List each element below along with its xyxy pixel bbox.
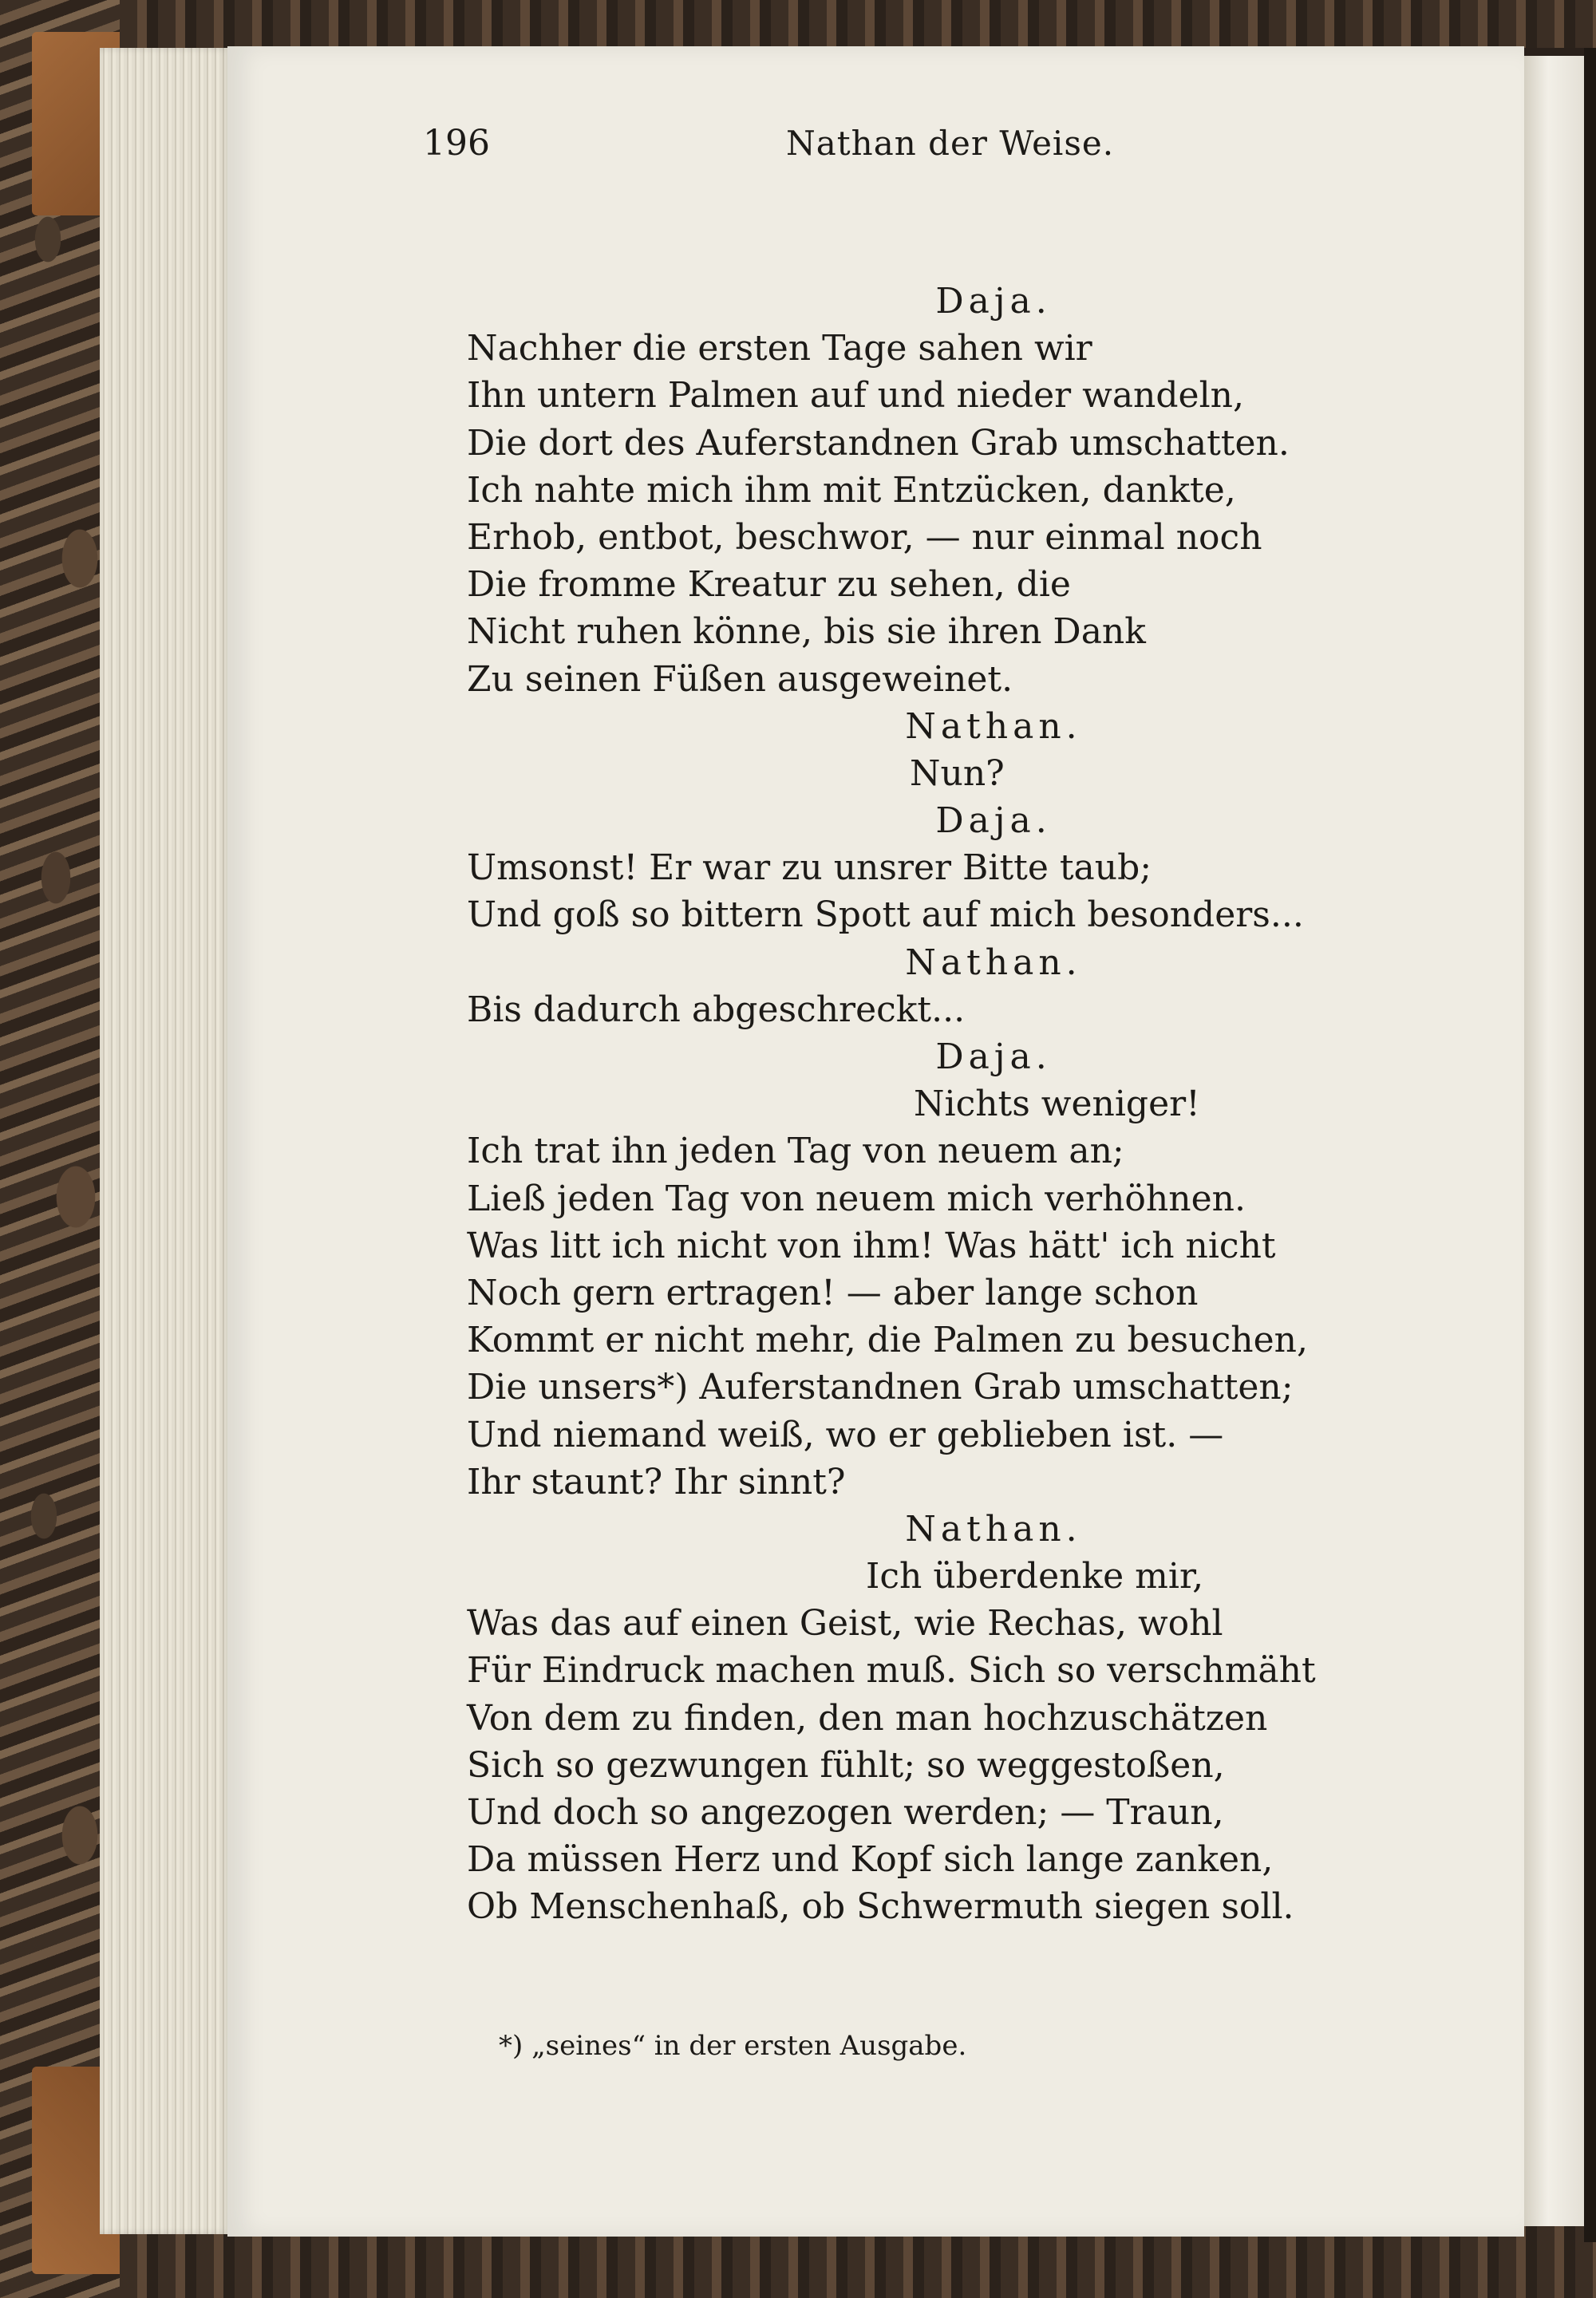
verse-line: Bis dadurch abgeschreckt... [467,989,966,1030]
verse-line: Nun? [910,752,1005,794]
speaker-name: Nathan. [905,1508,1082,1550]
verse-line: Sich so gezwungen fühlt; so weggestoßen, [467,1744,1225,1786]
cover-right-edge [1584,48,1596,2242]
verse-line: Ihr staunt? Ihr sinnt? [467,1461,846,1502]
verse-line: Ließ jeden Tag von neuem mich verhöhnen. [467,1178,1246,1219]
verse-line: Erhob, entbot, beschwor, — nur einmal noch [467,516,1262,558]
verse-line: Noch gern ertragen! — aber lange schon [467,1272,1199,1313]
verse-line: Und niemand weiß, wo er geblieben ist. — [467,1414,1224,1455]
verse-line: Ich überdenke mir, [866,1556,1204,1597]
marbled-cover-bottom [120,2226,1596,2298]
verse-line: Was litt ich nicht von ihm! Was hätt' ich nicht [467,1225,1276,1266]
verse-line: Und goß so bittern Spott auf mich besonders... [467,894,1304,936]
verse-line: Zu seinen Füßen ausgeweinet. [467,658,1013,700]
verse-line: Nichts weniger! [914,1084,1200,1125]
book-page [227,46,1524,2237]
speaker-name: Daja. [935,800,1052,842]
verse-line: Die dort des Auferstandnen Grab umschatten. [467,422,1290,464]
verse-block [467,278,1472,1931]
verse-line: Umsonst! Er war zu unsrer Bitte taub; [467,847,1152,889]
facing-page-edge [1524,56,1584,2226]
verse-line: Nachher die ersten Tage sahen wir [467,328,1092,369]
running-head: Nathan der Weise. [786,124,1115,163]
page-number: 196 [423,123,490,164]
marbled-cover-top [120,0,1596,48]
verse-line: Nicht ruhen könne, bis sie ihren Dank [467,611,1146,653]
verse-line: Kommt er nicht mehr, die Palmen zu besuchen, [467,1320,1308,1361]
verse-line: Ob Menschenhaß, ob Schwermuth siegen soll. [467,1886,1294,1928]
speaker-name: Daja. [935,281,1052,322]
speaker-name: Nathan. [905,942,1082,983]
verse-line: Ich nahte mich ihm mit Entzücken, dankte, [467,469,1236,511]
verse-line: Für Eindruck machen muß. Sich so verschmäht [467,1650,1316,1692]
speaker-name: Daja. [935,1036,1052,1077]
verse-line: Von dem zu finden, den man hochzuschätzen [467,1697,1268,1739]
verse-line: Was das auf einen Geist, wie Rechas, wohl [467,1603,1223,1645]
verse-line: Und doch so angezogen werden; — Traun, [467,1792,1224,1833]
speaker-name: Nathan. [905,705,1082,747]
verse-line: Ihn untern Palmen auf und nieder wandeln, [467,375,1244,417]
verse-line: Da müssen Herz und Kopf sich lange zanken, [467,1839,1274,1881]
verse-line: Die fromme Kreatur zu sehen, die [467,564,1071,606]
verse-line: Die unsers*) Auferstandnen Grab umschatten; [467,1367,1294,1408]
footnote: *) „seines“ in der ersten Ausgabe. [499,2030,967,2062]
verse-line: Ich trat ihn jeden Tag von neuem an; [467,1131,1124,1172]
page-edges [100,48,231,2234]
